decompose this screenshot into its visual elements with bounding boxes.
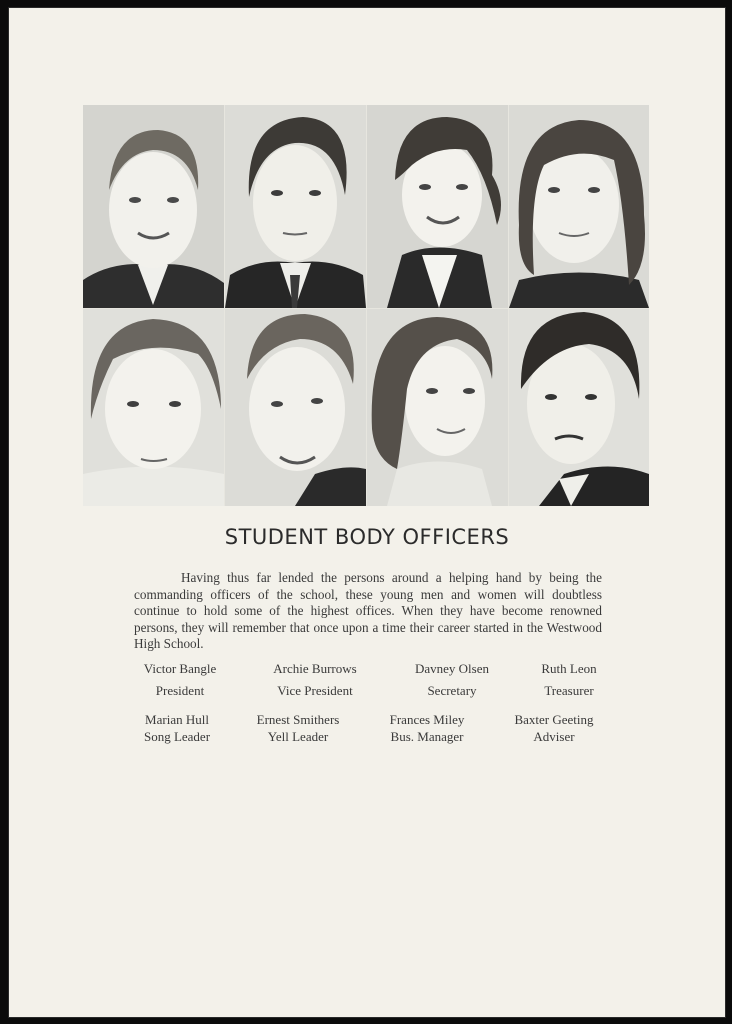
portrait-photo-4 (509, 105, 649, 308)
officer-entry (489, 711, 619, 745)
officer-name: Ruth Leon (541, 661, 597, 676)
officer-name: Frances Miley (389, 712, 465, 727)
portrait-photo-5 (83, 309, 224, 506)
officer-name: Marian Hull (145, 712, 209, 727)
officer-role: President (155, 683, 205, 698)
officer-role: Treasurer (544, 683, 594, 698)
yearbook-page (8, 7, 726, 1018)
officer-role: Vice President (277, 683, 353, 698)
officer-entry (387, 660, 517, 699)
officer-name: Victor Bangle (143, 661, 217, 676)
portrait-photo-7 (367, 309, 508, 506)
officer-role: Yell Leader (267, 729, 329, 744)
officer-name: Archie Burrows (273, 661, 357, 676)
officer-entry (504, 660, 634, 699)
officer-entry (112, 711, 242, 745)
portrait-photo-2 (225, 105, 366, 308)
page-title: STUDENT BODY OFFICERS (224, 525, 510, 549)
officer-name: Davney Olsen (414, 661, 489, 676)
officer-role: Secretary (427, 683, 477, 698)
officer-role: Song Leader (143, 729, 211, 744)
portrait-photo-8 (509, 309, 649, 506)
officer-entry (233, 711, 363, 745)
portrait-photo-3 (367, 105, 508, 308)
portrait-photo-6 (225, 309, 366, 506)
portrait-photo-1 (83, 105, 224, 308)
officer-entry (362, 711, 492, 745)
officer-entry (250, 660, 380, 699)
officer-name: Ernest Smithers (256, 712, 340, 727)
officer-role: Bus. Manager (390, 729, 464, 744)
officer-entry (115, 660, 245, 699)
officers-description: Having thus far lended the persons around a helping hand by being the commanding officers of the school, these young men and women will doubtless continue to hold some of the highest offices. When they have become renowned persons, they will remember that once upon a time their career started in the Westwood High School. (134, 570, 602, 651)
officer-role: Adviser (533, 729, 575, 744)
officer-name: Baxter Geeting (514, 712, 594, 727)
officer-photo-grid (83, 105, 649, 506)
